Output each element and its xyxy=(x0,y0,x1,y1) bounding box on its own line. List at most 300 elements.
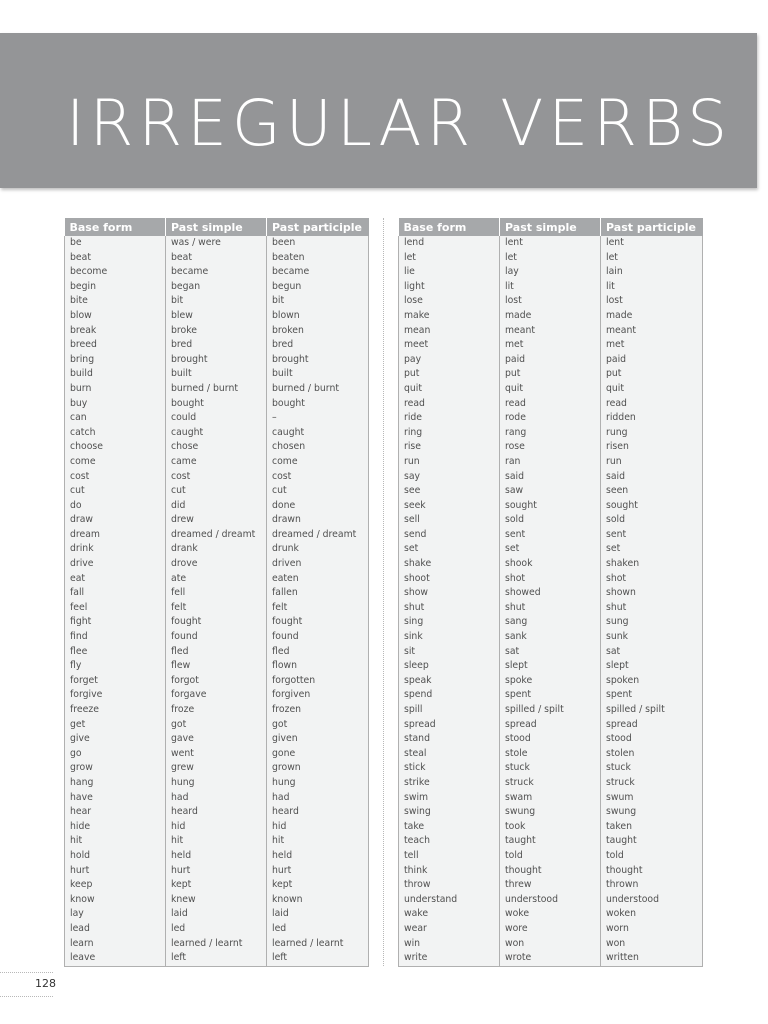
table-row xyxy=(399,615,703,630)
past-simple-cell: kept xyxy=(166,878,267,893)
table-row xyxy=(65,776,369,791)
past-participle-cell: told xyxy=(601,849,703,864)
table-row xyxy=(65,820,369,835)
past-participle-cell: paid xyxy=(601,353,703,368)
table-row xyxy=(399,907,703,922)
past-simple-cell: flew xyxy=(166,659,267,674)
table-header-row xyxy=(399,218,703,236)
base-form-cell: pay xyxy=(399,353,500,368)
past-simple-cell: forgave xyxy=(166,688,267,703)
base-form-cell: wear xyxy=(399,922,500,937)
table-row xyxy=(399,718,703,733)
table-row xyxy=(65,294,369,309)
past-simple-cell: shook xyxy=(500,557,601,572)
past-simple-cell: found xyxy=(166,630,267,645)
table-row xyxy=(399,747,703,762)
past-participle-cell: grown xyxy=(267,761,369,776)
base-form-cell: get xyxy=(65,718,166,733)
base-form-cell: throw xyxy=(399,878,500,893)
table-row xyxy=(399,805,703,820)
base-form-cell: spread xyxy=(399,718,500,733)
past-simple-cell: struck xyxy=(500,776,601,791)
past-simple-cell: woke xyxy=(500,907,601,922)
past-participle-cell: stood xyxy=(601,732,703,747)
base-form-cell: ride xyxy=(399,411,500,426)
base-form-cell: buy xyxy=(65,397,166,412)
base-form-cell: begin xyxy=(65,280,166,295)
base-form-cell: meet xyxy=(399,338,500,353)
past-participle-cell: led xyxy=(267,922,369,937)
past-participle-cell: slept xyxy=(601,659,703,674)
header-base-form: Base form xyxy=(399,218,500,236)
past-participle-cell: forgiven xyxy=(267,688,369,703)
past-participle-cell: run xyxy=(601,455,703,470)
base-form-cell: teach xyxy=(399,834,500,849)
past-simple-cell: took xyxy=(500,820,601,835)
past-simple-cell: began xyxy=(166,280,267,295)
base-form-cell: write xyxy=(399,951,500,966)
past-simple-cell: stood xyxy=(500,732,601,747)
base-form-cell: bite xyxy=(65,294,166,309)
base-form-cell: hit xyxy=(65,834,166,849)
base-form-cell: keep xyxy=(65,878,166,893)
base-form-cell: let xyxy=(399,251,500,266)
past-simple-cell: went xyxy=(166,747,267,762)
past-simple-cell: rang xyxy=(500,426,601,441)
past-simple-cell: wore xyxy=(500,922,601,937)
header-past-simple: Past simple xyxy=(166,218,267,236)
table-row xyxy=(399,542,703,557)
table-row xyxy=(65,718,369,733)
past-participle-cell: thought xyxy=(601,864,703,879)
table-row xyxy=(399,236,703,251)
past-simple-cell: stuck xyxy=(500,761,601,776)
past-participle-cell: done xyxy=(267,499,369,514)
past-participle-cell: spoken xyxy=(601,674,703,689)
past-participle-cell: bought xyxy=(267,397,369,412)
base-form-cell: forgive xyxy=(65,688,166,703)
past-participle-cell: bit xyxy=(267,294,369,309)
past-simple-cell: saw xyxy=(500,484,601,499)
table-row xyxy=(399,922,703,937)
table-row xyxy=(65,937,369,952)
past-simple-cell: sent xyxy=(500,528,601,543)
past-simple-cell: lit xyxy=(500,280,601,295)
past-participle-cell: felt xyxy=(267,601,369,616)
past-simple-cell: left xyxy=(166,951,267,966)
past-participle-cell: understood xyxy=(601,893,703,908)
base-form-cell: choose xyxy=(65,440,166,455)
past-participle-cell: sunk xyxy=(601,630,703,645)
table-row xyxy=(65,572,369,587)
base-form-cell: win xyxy=(399,937,500,952)
past-participle-cell: laid xyxy=(267,907,369,922)
past-simple-cell: dreamed / dreamt xyxy=(166,528,267,543)
past-simple-cell: read xyxy=(500,397,601,412)
base-form-cell: sleep xyxy=(399,659,500,674)
past-simple-cell: held xyxy=(166,849,267,864)
base-form-cell: run xyxy=(399,455,500,470)
table-row xyxy=(65,411,369,426)
table-row xyxy=(399,820,703,835)
base-form-cell: fly xyxy=(65,659,166,674)
past-simple-cell: chose xyxy=(166,440,267,455)
past-participle-cell: spilled / spilt xyxy=(601,703,703,718)
table-row xyxy=(399,499,703,514)
base-form-cell: take xyxy=(399,820,500,835)
table-row xyxy=(65,907,369,922)
table-row xyxy=(399,659,703,674)
table-row xyxy=(399,353,703,368)
past-simple-cell: fled xyxy=(166,645,267,660)
base-form-cell: forget xyxy=(65,674,166,689)
base-form-cell: rise xyxy=(399,440,500,455)
base-form-cell: lie xyxy=(399,265,500,280)
past-participle-cell: let xyxy=(601,251,703,266)
past-simple-cell: forgot xyxy=(166,674,267,689)
past-simple-cell: lent xyxy=(500,236,601,251)
table-row xyxy=(65,470,369,485)
past-simple-cell: spread xyxy=(500,718,601,733)
past-simple-cell: caught xyxy=(166,426,267,441)
table-row xyxy=(399,324,703,339)
past-simple-cell: built xyxy=(166,367,267,382)
past-simple-cell: blew xyxy=(166,309,267,324)
past-participle-cell: flown xyxy=(267,659,369,674)
base-form-cell: put xyxy=(399,367,500,382)
base-form-cell: steal xyxy=(399,747,500,762)
table-row xyxy=(399,586,703,601)
base-form-cell: draw xyxy=(65,513,166,528)
table-row xyxy=(399,397,703,412)
base-form-cell: learn xyxy=(65,937,166,952)
past-simple-cell: fought xyxy=(166,615,267,630)
base-form-cell: hear xyxy=(65,805,166,820)
table-row xyxy=(399,528,703,543)
table-row xyxy=(399,251,703,266)
base-form-cell: drink xyxy=(65,542,166,557)
past-simple-cell: led xyxy=(166,922,267,937)
past-simple-cell: broke xyxy=(166,324,267,339)
base-form-cell: flee xyxy=(65,645,166,660)
past-simple-cell: came xyxy=(166,455,267,470)
table-row xyxy=(65,338,369,353)
past-participle-cell: fallen xyxy=(267,586,369,601)
base-form-cell: lend xyxy=(399,236,500,251)
header-base-form: Base form xyxy=(65,218,166,236)
table-row xyxy=(65,499,369,514)
past-simple-cell: lost xyxy=(500,294,601,309)
base-form-cell: feel xyxy=(65,601,166,616)
base-form-cell: freeze xyxy=(65,703,166,718)
past-participle-cell: cut xyxy=(267,484,369,499)
past-participle-cell: held xyxy=(267,849,369,864)
base-form-cell: lose xyxy=(399,294,500,309)
past-participle-cell: read xyxy=(601,397,703,412)
past-participle-cell: hid xyxy=(267,820,369,835)
base-form-cell: strike xyxy=(399,776,500,791)
base-form-cell: catch xyxy=(65,426,166,441)
past-simple-cell: drove xyxy=(166,557,267,572)
base-form-cell: grow xyxy=(65,761,166,776)
table-row xyxy=(399,761,703,776)
past-simple-cell: became xyxy=(166,265,267,280)
table-row xyxy=(65,615,369,630)
past-simple-cell: drank xyxy=(166,542,267,557)
past-participle-cell: swung xyxy=(601,805,703,820)
past-participle-cell: hurt xyxy=(267,864,369,879)
past-participle-cell: – xyxy=(267,411,369,426)
base-form-cell: think xyxy=(399,864,500,879)
past-simple-cell: shot xyxy=(500,572,601,587)
base-form-cell: beat xyxy=(65,251,166,266)
past-simple-cell: learned / learnt xyxy=(166,937,267,952)
table-row xyxy=(65,455,369,470)
base-form-cell: sit xyxy=(399,645,500,660)
past-simple-cell: was / were xyxy=(166,236,267,251)
past-simple-cell: ran xyxy=(500,455,601,470)
base-form-cell: hold xyxy=(65,849,166,864)
past-participle-cell: ridden xyxy=(601,411,703,426)
past-participle-cell: struck xyxy=(601,776,703,791)
past-participle-cell: hit xyxy=(267,834,369,849)
past-simple-cell: paid xyxy=(500,353,601,368)
base-form-cell: seek xyxy=(399,499,500,514)
past-participle-cell: found xyxy=(267,630,369,645)
past-simple-cell: put xyxy=(500,367,601,382)
base-form-cell: spill xyxy=(399,703,500,718)
base-form-cell: eat xyxy=(65,572,166,587)
table-row xyxy=(65,367,369,382)
table-row xyxy=(65,688,369,703)
table-header-row xyxy=(65,218,369,236)
past-participle-cell: gone xyxy=(267,747,369,762)
base-form-cell: can xyxy=(65,411,166,426)
past-simple-cell: stole xyxy=(500,747,601,762)
base-form-cell: fall xyxy=(65,586,166,601)
verbs-table-right xyxy=(398,218,703,967)
table-row xyxy=(399,878,703,893)
base-form-cell: cost xyxy=(65,470,166,485)
base-form-cell: burn xyxy=(65,382,166,397)
base-form-cell: show xyxy=(399,586,500,601)
past-simple-cell: let xyxy=(500,251,601,266)
table-row xyxy=(399,455,703,470)
past-simple-cell: did xyxy=(166,499,267,514)
base-form-cell: quit xyxy=(399,382,500,397)
past-participle-cell: eaten xyxy=(267,572,369,587)
past-participle-cell: swum xyxy=(601,791,703,806)
past-participle-cell: sat xyxy=(601,645,703,660)
table-row xyxy=(399,294,703,309)
past-participle-cell: hung xyxy=(267,776,369,791)
base-form-cell: blow xyxy=(65,309,166,324)
base-form-cell: understand xyxy=(399,893,500,908)
table-row xyxy=(65,309,369,324)
table-row xyxy=(399,470,703,485)
past-simple-cell: spilled / spilt xyxy=(500,703,601,718)
table-row xyxy=(65,805,369,820)
past-simple-cell: bred xyxy=(166,338,267,353)
table-row xyxy=(65,265,369,280)
base-form-cell: have xyxy=(65,791,166,806)
table-row xyxy=(65,732,369,747)
verbs-table-left xyxy=(64,218,369,967)
past-simple-cell: hurt xyxy=(166,864,267,879)
table-row xyxy=(65,922,369,937)
table-row xyxy=(399,630,703,645)
past-simple-cell: set xyxy=(500,542,601,557)
base-form-cell: cut xyxy=(65,484,166,499)
past-participle-cell: lain xyxy=(601,265,703,280)
past-participle-cell: drunk xyxy=(267,542,369,557)
past-simple-cell: heard xyxy=(166,805,267,820)
past-simple-cell: quit xyxy=(500,382,601,397)
past-participle-cell: thrown xyxy=(601,878,703,893)
table-row xyxy=(65,761,369,776)
past-simple-cell: burned / burnt xyxy=(166,382,267,397)
table-row xyxy=(399,309,703,324)
base-form-cell: stick xyxy=(399,761,500,776)
table-row xyxy=(399,893,703,908)
table-row xyxy=(65,703,369,718)
past-participle-cell: burned / burnt xyxy=(267,382,369,397)
past-participle-cell: heard xyxy=(267,805,369,820)
past-participle-cell: sought xyxy=(601,499,703,514)
base-form-cell: tell xyxy=(399,849,500,864)
table-row xyxy=(65,353,369,368)
base-form-cell: say xyxy=(399,470,500,485)
past-simple-cell: gave xyxy=(166,732,267,747)
table-row xyxy=(399,572,703,587)
past-simple-cell: hid xyxy=(166,820,267,835)
table-row xyxy=(65,426,369,441)
past-participle-cell: stuck xyxy=(601,761,703,776)
base-form-cell: hurt xyxy=(65,864,166,879)
table-row xyxy=(65,236,369,251)
past-participle-cell: quit xyxy=(601,382,703,397)
past-participle-cell: got xyxy=(267,718,369,733)
past-participle-cell: known xyxy=(267,893,369,908)
base-form-cell: swim xyxy=(399,791,500,806)
past-participle-cell: stolen xyxy=(601,747,703,762)
past-participle-cell: frozen xyxy=(267,703,369,718)
past-simple-cell: froze xyxy=(166,703,267,718)
past-simple-cell: met xyxy=(500,338,601,353)
table-row xyxy=(399,645,703,660)
page-title: IRREGULAR VERBS xyxy=(66,87,733,160)
base-form-cell: do xyxy=(65,499,166,514)
past-participle-cell: broken xyxy=(267,324,369,339)
past-participle-cell: had xyxy=(267,791,369,806)
footer-dotted-line xyxy=(0,996,53,997)
past-simple-cell: slept xyxy=(500,659,601,674)
past-participle-cell: won xyxy=(601,937,703,952)
table-row xyxy=(399,849,703,864)
table-row xyxy=(399,834,703,849)
past-simple-cell: felt xyxy=(166,601,267,616)
table-row xyxy=(399,864,703,879)
past-participle-cell: dreamed / dreamt xyxy=(267,528,369,543)
table-row xyxy=(399,776,703,791)
past-simple-cell: bit xyxy=(166,294,267,309)
base-form-cell: sink xyxy=(399,630,500,645)
past-simple-cell: spent xyxy=(500,688,601,703)
base-form-cell: go xyxy=(65,747,166,762)
table-row xyxy=(65,280,369,295)
base-form-cell: drive xyxy=(65,557,166,572)
base-form-cell: shoot xyxy=(399,572,500,587)
past-simple-cell: sold xyxy=(500,513,601,528)
table-row xyxy=(65,878,369,893)
base-form-cell: know xyxy=(65,893,166,908)
base-form-cell: bring xyxy=(65,353,166,368)
table-row xyxy=(65,630,369,645)
past-simple-cell: cost xyxy=(166,470,267,485)
base-form-cell: sing xyxy=(399,615,500,630)
table-row xyxy=(65,542,369,557)
base-form-cell: leave xyxy=(65,951,166,966)
past-simple-cell: ate xyxy=(166,572,267,587)
past-simple-cell: had xyxy=(166,791,267,806)
base-form-cell: hang xyxy=(65,776,166,791)
table-row xyxy=(65,513,369,528)
past-simple-cell: laid xyxy=(166,907,267,922)
base-form-cell: come xyxy=(65,455,166,470)
base-form-cell: dream xyxy=(65,528,166,543)
past-participle-cell: built xyxy=(267,367,369,382)
table-row xyxy=(65,674,369,689)
past-participle-cell: lost xyxy=(601,294,703,309)
past-simple-cell: understood xyxy=(500,893,601,908)
past-simple-cell: sang xyxy=(500,615,601,630)
past-participle-cell: left xyxy=(267,951,369,966)
past-participle-cell: caught xyxy=(267,426,369,441)
header-past-participle: Past participle xyxy=(267,218,369,236)
past-simple-cell: threw xyxy=(500,878,601,893)
table-row xyxy=(399,280,703,295)
past-simple-cell: told xyxy=(500,849,601,864)
past-simple-cell: brought xyxy=(166,353,267,368)
past-participle-cell: put xyxy=(601,367,703,382)
past-participle-cell: shaken xyxy=(601,557,703,572)
base-form-cell: ring xyxy=(399,426,500,441)
past-simple-cell: cut xyxy=(166,484,267,499)
base-form-cell: give xyxy=(65,732,166,747)
base-form-cell: stand xyxy=(399,732,500,747)
past-simple-cell: won xyxy=(500,937,601,952)
table-row xyxy=(65,528,369,543)
table-row xyxy=(399,601,703,616)
past-simple-cell: swam xyxy=(500,791,601,806)
base-form-cell: mean xyxy=(399,324,500,339)
table-row xyxy=(65,645,369,660)
table-row xyxy=(399,411,703,426)
past-participle-cell: taught xyxy=(601,834,703,849)
table-row xyxy=(65,397,369,412)
past-participle-cell: lit xyxy=(601,280,703,295)
past-simple-cell: meant xyxy=(500,324,601,339)
past-simple-cell: thought xyxy=(500,864,601,879)
footer-dotted-line xyxy=(0,972,53,973)
base-form-cell: read xyxy=(399,397,500,412)
base-form-cell: breed xyxy=(65,338,166,353)
base-form-cell: send xyxy=(399,528,500,543)
past-participle-cell: kept xyxy=(267,878,369,893)
past-participle-cell: met xyxy=(601,338,703,353)
past-simple-cell: sank xyxy=(500,630,601,645)
past-simple-cell: got xyxy=(166,718,267,733)
